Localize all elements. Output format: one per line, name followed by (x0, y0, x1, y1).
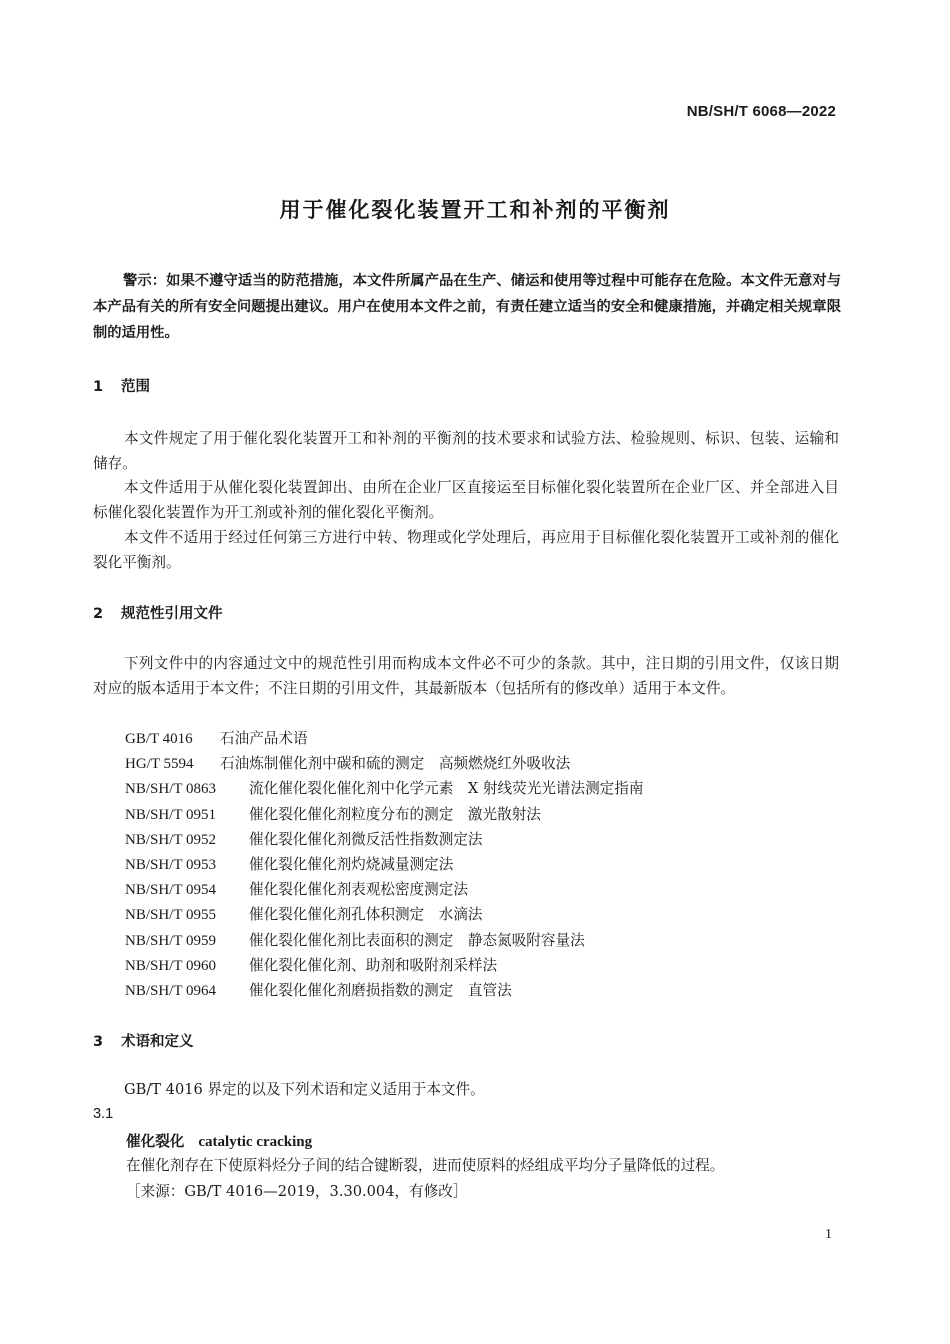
terms-intro-paragraph: GB/T 4016 界定的以及下列术语和定义适用于本文件。 (124, 1081, 485, 1098)
reference-code: NB/SH/T 0954 (125, 882, 216, 899)
reference-code: NB/SH/T 0953 (125, 856, 216, 873)
reference-code: NB/SH/T 0952 (125, 831, 216, 848)
scope-paragraph: 本文件不适用于经过任何第三方进行中转、物理或化学处理后，再应用于目标催化裂化装置开工或补剂的催化裂化平衡剂。 (93, 529, 839, 571)
reference-title: 流化催化裂化催化剂中化学元素 X 射线荧光光谱法测定指南 (249, 780, 644, 798)
reference-title: 催化裂化催化剂灼烧减量测定法 (249, 855, 454, 873)
reference-code: NB/SH/T 0964 (125, 982, 216, 999)
reference-title: 石油产品术语 (220, 730, 308, 747)
reference-item (125, 751, 643, 776)
section-number: 2 (93, 606, 104, 622)
reference-item (125, 827, 643, 852)
section-heading-scope (93, 375, 150, 396)
page-number: 1 (825, 1227, 832, 1242)
scope-paragraph: 本文件规定了用于催化裂化装置开工和补剂的平衡剂的技术要求和试验方法、检验规则、标识、包装、运输和储存。 (93, 430, 839, 472)
term-source: ［来源：GB/T 4016—2019，3.30.004，有修改］ (126, 1183, 468, 1200)
reference-item (125, 802, 643, 827)
section-heading-normative-references (93, 602, 223, 623)
term-definition: 在催化剂存在下使原料烃分子间的结合键断裂，进而使原料的烃组成平均分子量降低的过程。 (126, 1157, 725, 1174)
term-name-zh: 催化裂化 (126, 1133, 185, 1150)
reference-code: NB/SH/T 0955 (125, 907, 216, 924)
section-number: 3 (93, 1034, 104, 1050)
reference-code: NB/SH/T 0959 (125, 932, 216, 949)
reference-title: 催化裂化催化剂比表面积的测定 静态氮吸附容量法 (249, 931, 585, 949)
section-title: 规范性引用文件 (121, 606, 223, 622)
reference-item (125, 953, 643, 978)
reference-item (125, 776, 643, 801)
reference-title: 催化裂化催化剂粒度分布的测定 激光散射法 (249, 805, 541, 823)
reference-title: 催化裂化催化剂孔体积测定 水滴法 (249, 906, 483, 924)
term-name (126, 1130, 312, 1151)
reference-item (125, 852, 643, 877)
reference-title: 催化裂化催化剂、助剂和吸附剂采样法 (249, 956, 498, 974)
reference-code: GB/T 4016 (125, 731, 193, 747)
reference-title: 石油炼制催化剂中碳和硫的测定 高频燃烧红外吸收法 (220, 755, 571, 773)
reference-code: HG/T 5594 (125, 756, 194, 773)
section-number: 1 (93, 379, 104, 395)
reference-item (125, 726, 643, 751)
reference-list (125, 726, 643, 1003)
normative-intro-paragraph: 下列文件中的内容通过文中的规范性引用而构成本文件必不可少的条款。其中，注日期的引用文件，仅该日期对应的版本适用于本文件；不注日期的引用文件，其最新版本（包括所有的修改单）适用于本文件。 (93, 655, 839, 697)
reference-code: NB/SH/T 0951 (125, 806, 216, 823)
reference-title: 催化裂化催化剂磨损指数的测定 直管法 (249, 981, 512, 999)
section-title: 范围 (121, 379, 150, 395)
section-title: 术语和定义 (121, 1034, 194, 1050)
reference-item (125, 928, 643, 953)
reference-item (125, 902, 643, 927)
reference-title: 催化裂化催化剂微反活性指数测定法 (249, 830, 483, 848)
standard-code: NB/SH/T 6068—2022 (686, 103, 836, 120)
term-number: 3.1 (93, 1106, 114, 1122)
reference-title: 催化裂化催化剂表观松密度测定法 (249, 881, 468, 899)
section-heading-terms (93, 1030, 194, 1051)
document-title: 用于催化裂化装置开工和补剂的平衡剂 (279, 198, 671, 222)
reference-code: NB/SH/T 0863 (125, 781, 216, 798)
warning-paragraph: 警示：如果不遵守适当的防范措施，本文件所属产品在生产、储运和使用等过程中可能存在危险。本文件无意对与本产品有关的所有安全问题提出建议。用户在使用本文件之前，有责任建立适当的安全和健康措施，并确定相关规章限制的适用性。 (93, 273, 841, 341)
term-name-en: catalytic cracking (198, 1134, 313, 1150)
reference-item (125, 877, 643, 902)
reference-item (125, 978, 643, 1003)
scope-paragraph: 本文件适用于从催化裂化装置卸出、由所在企业厂区直接运至目标催化裂化装置所在企业厂区、并全部进入目标催化裂化装置作为开工剂或补剂的催化裂化平衡剂。 (93, 479, 839, 521)
reference-code: NB/SH/T 0960 (125, 957, 216, 974)
